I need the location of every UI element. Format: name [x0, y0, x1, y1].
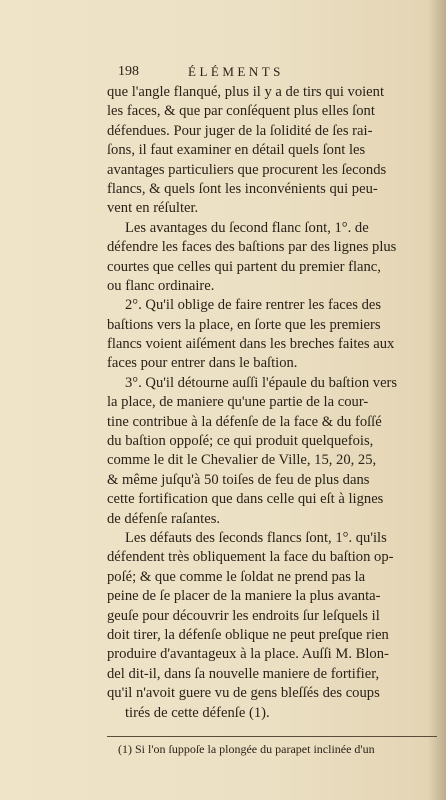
text-line: poſé; & que comme le ſoldat ne prend pas la: [107, 568, 366, 585]
text-line: del dit-il, dans ſa nouvelle maniere de fortifier,: [107, 665, 380, 682]
text-line: du baſtion oppoſé; ce qui produit quelquefois,: [107, 433, 374, 450]
text-line: Les avantages du ſecond flanc ſont, 1°. de: [125, 219, 369, 236]
text-line: tirés de cette défenſe (1).: [125, 704, 270, 721]
text-line: les faces, & que par conſéquent plus elles ſont: [107, 103, 375, 120]
text-line: défendent très obliquement la face du baſtion op-: [107, 549, 394, 566]
text-line: que l'angle flanqué, plus il y a de tirs qui voient: [107, 84, 385, 100]
text-line: flancs, & quels ſont les inconvénients qui peu-: [107, 180, 378, 197]
text-line: de défenſe raſantes.: [107, 510, 221, 527]
text-line: geuſe pour découvrir les endroits ſur leſquels il: [107, 607, 380, 624]
footnote: (1) Si l'on ſuppoſe la plongée du parapet inclinée d'un: [118, 742, 375, 756]
running-title: ÉLÉMENTS: [188, 64, 284, 79]
page-header: [118, 64, 348, 84]
text-line: courtes que celles qui partent du premier flanc,: [107, 258, 381, 275]
text-line: défendre les faces des baſtions par des lignes plus: [107, 239, 397, 256]
text-line: la place, de maniere qu'une partie de la cour-: [107, 394, 369, 411]
text-line: baſtions vers la place, en ſorte que les premiers: [107, 316, 381, 333]
text-line: qu'il n'avoit guere vu de gens bleſſés des coups: [107, 685, 380, 702]
text-line: comme le dit le Chevalier de Ville, 15, 20, 25,: [107, 452, 377, 469]
text-line: défendues. Pour juger de la ſolidité de ſes rai-: [107, 122, 373, 139]
text-line: 2°. Qu'il oblige de faire rentrer les faces des: [125, 297, 382, 314]
page-number: 198: [118, 64, 139, 79]
text-line: produire d'avantageux à la place. Auſſi M. Blon-: [107, 646, 389, 663]
text-line: flancs voient aiſément dans les breches faites aux: [107, 336, 395, 353]
text-line: tine contribue à la défenſe de la face & du foſſé: [107, 413, 382, 430]
text-line: faces pour entrer dans le baſtion.: [107, 355, 298, 372]
text-line: vent en réſulter.: [107, 200, 199, 217]
text-line: ou flanc ordinaire.: [107, 277, 215, 294]
text-line: peine de ſe placer de la maniere la plus avanta-: [107, 588, 381, 605]
main-text: [107, 83, 437, 723]
footnote-divider: [107, 736, 437, 737]
text-line: & même juſqu'à 50 toiſes de feu de plus dans: [107, 471, 370, 488]
text-line: cette fortification que dans celle qui eſt à lignes: [107, 491, 384, 508]
text-line: avantages particuliers que procurent les ſeconds: [107, 161, 387, 178]
text-line: doit tirer, la défenſe oblique ne peut preſque rien: [107, 626, 389, 643]
text-line: ſons, il faut examiner en détail quels ſont les: [107, 142, 366, 159]
text-line: 3°. Qu'il détourne auſſi l'épaule du baſtion vers: [125, 374, 398, 391]
text-line: Les défauts des ſeconds flancs ſont, 1°. qu'ils: [125, 529, 387, 546]
